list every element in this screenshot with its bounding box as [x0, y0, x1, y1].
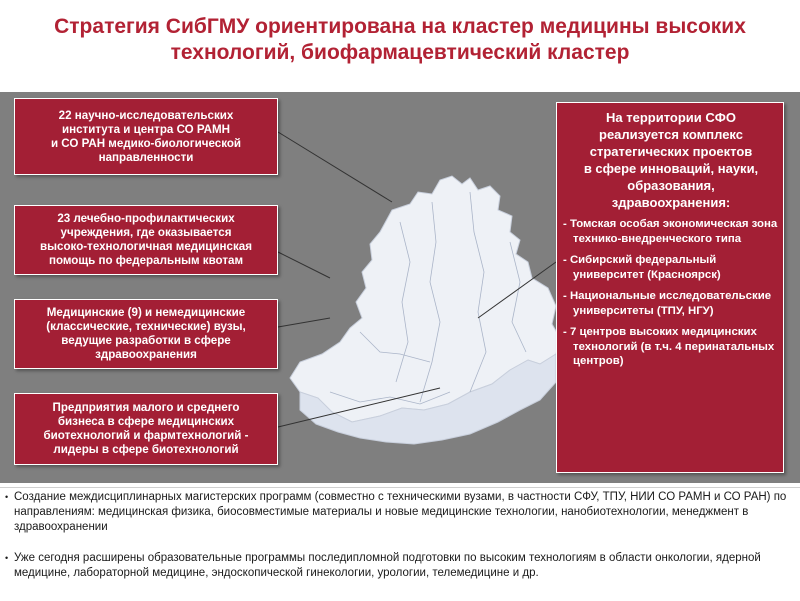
- map-panel: [0, 92, 800, 483]
- bullet-item-postgraduate: • Уже сегодня расширены образовательные программы последипломной подготовки по высоким технологиям в области онкологии, ядерной медицине, лабораторной медицине, эндоскопической гинекологии, урологии, телемедицине и др.: [5, 552, 761, 579]
- enterprises-box: [14, 393, 278, 465]
- research-institutes-box: [14, 98, 278, 175]
- bottom-notes: [0, 487, 800, 601]
- project-sfu: - Сибирский федеральный университет (Красноярск): [563, 254, 721, 281]
- bullet-icon: •: [5, 553, 9, 563]
- page-title: [0, 14, 800, 66]
- clinics-text: 23 лечебно-профилактических учреждения, где оказывается высоко-технологичная медицинская помощь по федеральным квотам: [39, 212, 253, 267]
- universities-text: Медицинские (9) и немедицинские (классические, технические) вузы, ведущие разработки в сфере здравоохранения: [46, 306, 246, 361]
- title-line-2: технологий, биофармацевтический кластер: [170, 41, 630, 64]
- title-line-1: Стратегия СибГМУ ориентирована на кластер медицины высоких: [54, 15, 746, 38]
- project-medical-centers: - 7 центров высоких медицинских технологий (в т.ч. 4 перинатальных центров): [563, 326, 775, 367]
- project-tomsk-sez: - Томская особая экономическая зона технико-внедренческого типа: [563, 218, 778, 245]
- bullet-item-programs: • Создание междисциплинарных магистерских программ (совместно с техническими вузами, в частности СФУ, ТПУ, НИИ СО РАМН и СО РАН) по направлениям: медицинская физика, биосовместимые материалы и новые медицинские технологии, нанобиотехнологии, менеджмент в здравоохранении: [5, 491, 787, 533]
- sfo-projects-box: [556, 102, 784, 473]
- research-institutes-text: 22 научно-исследовательских института и центра СО РАМН и СО РАН медико-биологической направленности: [50, 108, 242, 164]
- sfo-projects-heading: На территории СФО реализуется комплекс стратегических проектов в сфере инноваций, науки, образования, здравоохранения:: [583, 110, 759, 210]
- universities-box: [14, 299, 278, 369]
- enterprises-text: Предприятия малого и среднего бизнеса в сфере медицинских биотехнологий и фармтехнологий - лидеры в сфере биотехнологий: [43, 401, 249, 456]
- project-research-universities: - Национальные исследовательские университеты (ТПУ, НГУ): [563, 290, 772, 317]
- clinics-box: [14, 205, 278, 275]
- bullet-icon: •: [5, 492, 9, 502]
